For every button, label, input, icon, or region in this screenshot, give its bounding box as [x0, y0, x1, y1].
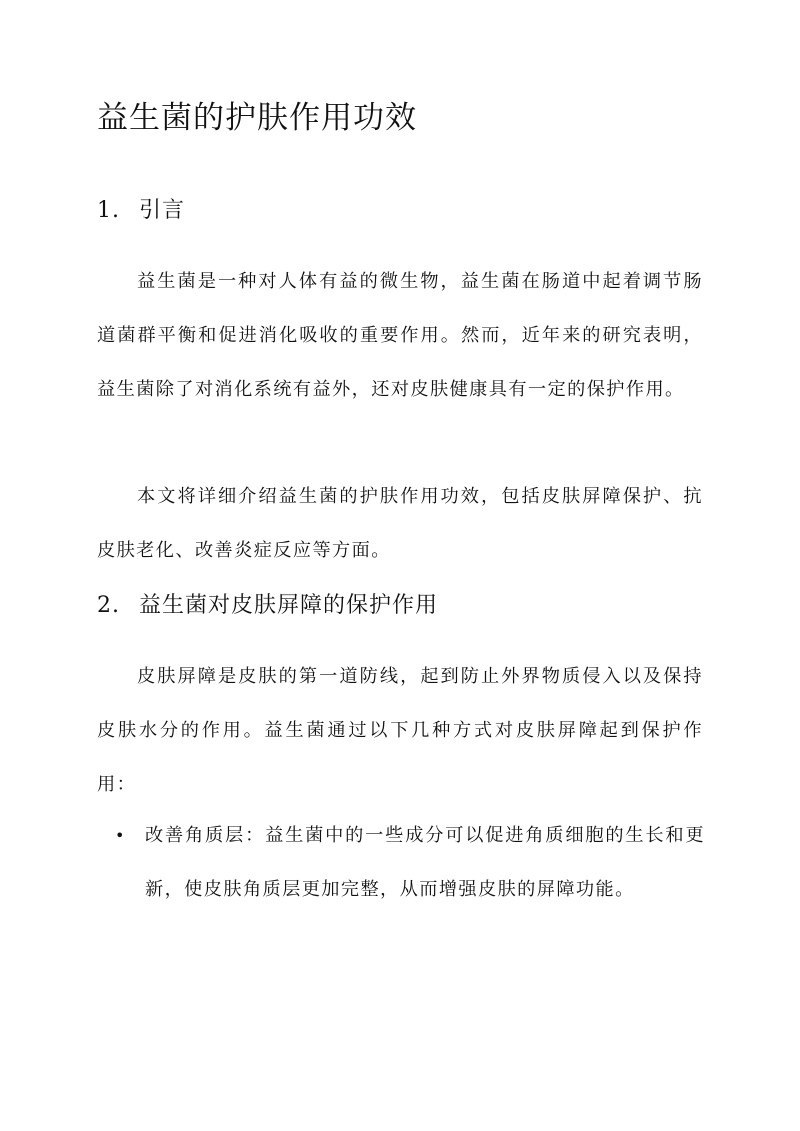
intro-paragraph: 益生菌是一种对人体有益的微生物，益生菌在肠道中起着调节肠道菌群平衡和促进消化吸收的重要作用。然而，近年来的研究表明，益生菌除了对消化系统有益外，还对皮肤健康具有一定的保护作用。 [97, 271, 703, 400]
skin-barrier-paragraph: 皮肤屏障是皮肤的第一道防线，起到防止外界物质侵入以及保持皮肤水分的作用。益生菌通过以下几种方式对皮肤屏障起到保护作用： [97, 666, 703, 795]
section-heading-text: 益生菌对皮肤屏障的保护作用 [139, 593, 439, 618]
section-heading-text: 引言 [139, 198, 186, 223]
section-number: 1. [97, 198, 120, 223]
bullet-list [115, 809, 705, 917]
list-item-text: 改善角质层：益生菌中的一些成分可以促进角质细胞的生长和更新，使皮肤角质层更加完整，从而增强皮肤的屏障功能。 [145, 825, 705, 900]
document-title: 益生菌的护肤作用功效 [97, 100, 417, 136]
scope-paragraph: 本文将详细介绍益生菌的护肤作用功效，包括皮肤屏障保护、抗皮肤老化、改善炎症反应等方面。 [97, 486, 703, 561]
section-heading-skin-barrier [97, 588, 717, 624]
section-heading-introduction [97, 193, 717, 229]
section-number: 2. [97, 593, 120, 618]
bullet-icon: • [115, 826, 126, 845]
list-item [115, 809, 705, 917]
